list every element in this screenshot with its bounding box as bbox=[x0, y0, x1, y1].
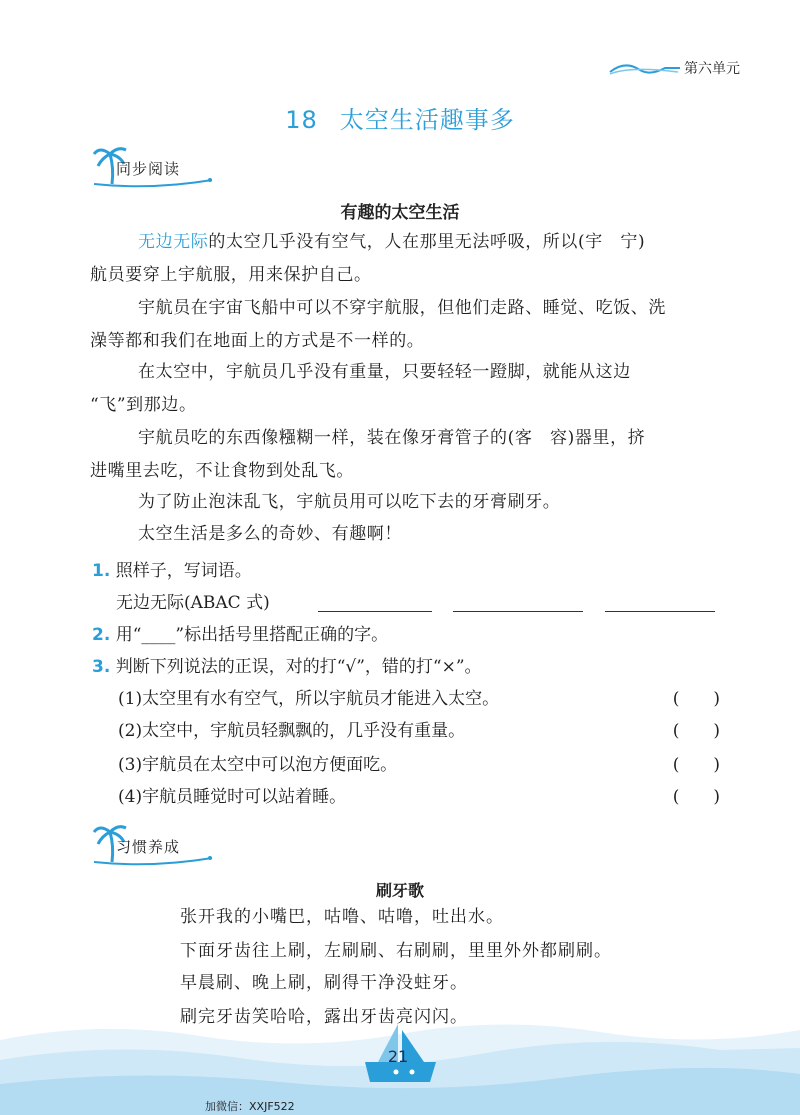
poem-title: 刷牙歌 bbox=[375, 881, 424, 900]
poem-line: 早晨刷、晚上刷，刷得干净没蛀牙。 bbox=[180, 973, 468, 993]
judgement-item: (3)宇航员在太空中可以泡方便面吃。 ( ) bbox=[118, 750, 720, 780]
judgement-item: (4)宇航员睡觉时可以站着睡。 ( ) bbox=[118, 782, 720, 812]
highlight-word: 无边无际 bbox=[138, 232, 209, 252]
poem-line: 下面牙齿往上刷，左刷刷、右刷刷，里里外外都刷刷。 bbox=[180, 941, 612, 961]
section-label-reading: 同步阅读 bbox=[116, 160, 181, 178]
question-1: 1. 照样子，写词语。 bbox=[92, 561, 252, 581]
answer-blank-2[interactable] bbox=[453, 610, 583, 612]
judgement-item: (1)太空里有水有空气，所以宇航员才能进入太空。 ( ) bbox=[118, 684, 720, 714]
paragraph-6: 太空生活是多么的奇妙、有趣啊！ bbox=[138, 524, 402, 544]
answer-blank-3[interactable] bbox=[605, 610, 715, 612]
section-heading-reading bbox=[92, 144, 232, 188]
section-heading-habit bbox=[92, 822, 232, 866]
question-3: 3. 判断下列说法的正误，对的打“√”，错的打“×”。 bbox=[92, 657, 482, 677]
lesson-title-text: 太空生活趣事多 bbox=[339, 106, 515, 134]
lesson-number: 18 bbox=[285, 106, 318, 134]
page-number: 21 bbox=[387, 1047, 409, 1066]
story-title: 有趣的太空生活 bbox=[340, 203, 460, 223]
question-1-example: 无边无际(ABAC 式) bbox=[116, 593, 270, 613]
paragraph-3: 在太空中，宇航员几乎没有重量，只要轻轻一蹬脚，就能从这边 “飞”到那边。 bbox=[90, 362, 631, 415]
paragraph-2: 宇航员在宇宙飞船中可以不穿宇航服，但他们走路、睡觉、吃饭、洗 澡等都和我们在地面上的方式是不一样的。 bbox=[90, 298, 666, 351]
section-label-habit: 习惯养成 bbox=[116, 838, 181, 856]
judgement-item: (2)太空中，宇航员轻飘飘的，几乎没有重量。 ( ) bbox=[118, 716, 720, 746]
wave-decoration-icon bbox=[570, 56, 680, 80]
answer-paren[interactable]: ( ) bbox=[672, 689, 720, 709]
footer-note: 加微信：XXJF522 bbox=[205, 1100, 295, 1113]
answer-blank-1[interactable] bbox=[318, 610, 432, 612]
poem-line: 刷完牙齿笑哈哈，露出牙齿亮闪闪。 bbox=[180, 1007, 468, 1027]
paragraph-5: 为了防止泡沫乱飞，宇航员用可以吃下去的牙膏刷牙。 bbox=[138, 492, 561, 512]
paragraph-1: 无边无际的太空几乎没有空气，人在那里无法呼吸，所以(宇 宁) 航员要穿上宇航服，用来保护自己。 bbox=[90, 232, 646, 285]
question-2: 2. 用“____”标出括号里搭配正确的字。 bbox=[92, 625, 389, 645]
answer-paren[interactable]: ( ) bbox=[672, 721, 720, 741]
lesson-title bbox=[0, 100, 800, 135]
paragraph-4: 宇航员吃的东西像糨糊一样，装在像牙膏管子的(客 容)器里，挤 进嘴里去吃，不让食物到处乱飞。 bbox=[90, 428, 646, 481]
answer-paren[interactable]: ( ) bbox=[672, 755, 720, 775]
unit-label: 第六单元 bbox=[684, 61, 740, 77]
unit-tag bbox=[570, 56, 740, 80]
answer-paren[interactable]: ( ) bbox=[672, 787, 720, 807]
poem-line: 张开我的小嘴巴，咕噜、咕噜，吐出水。 bbox=[180, 907, 504, 927]
